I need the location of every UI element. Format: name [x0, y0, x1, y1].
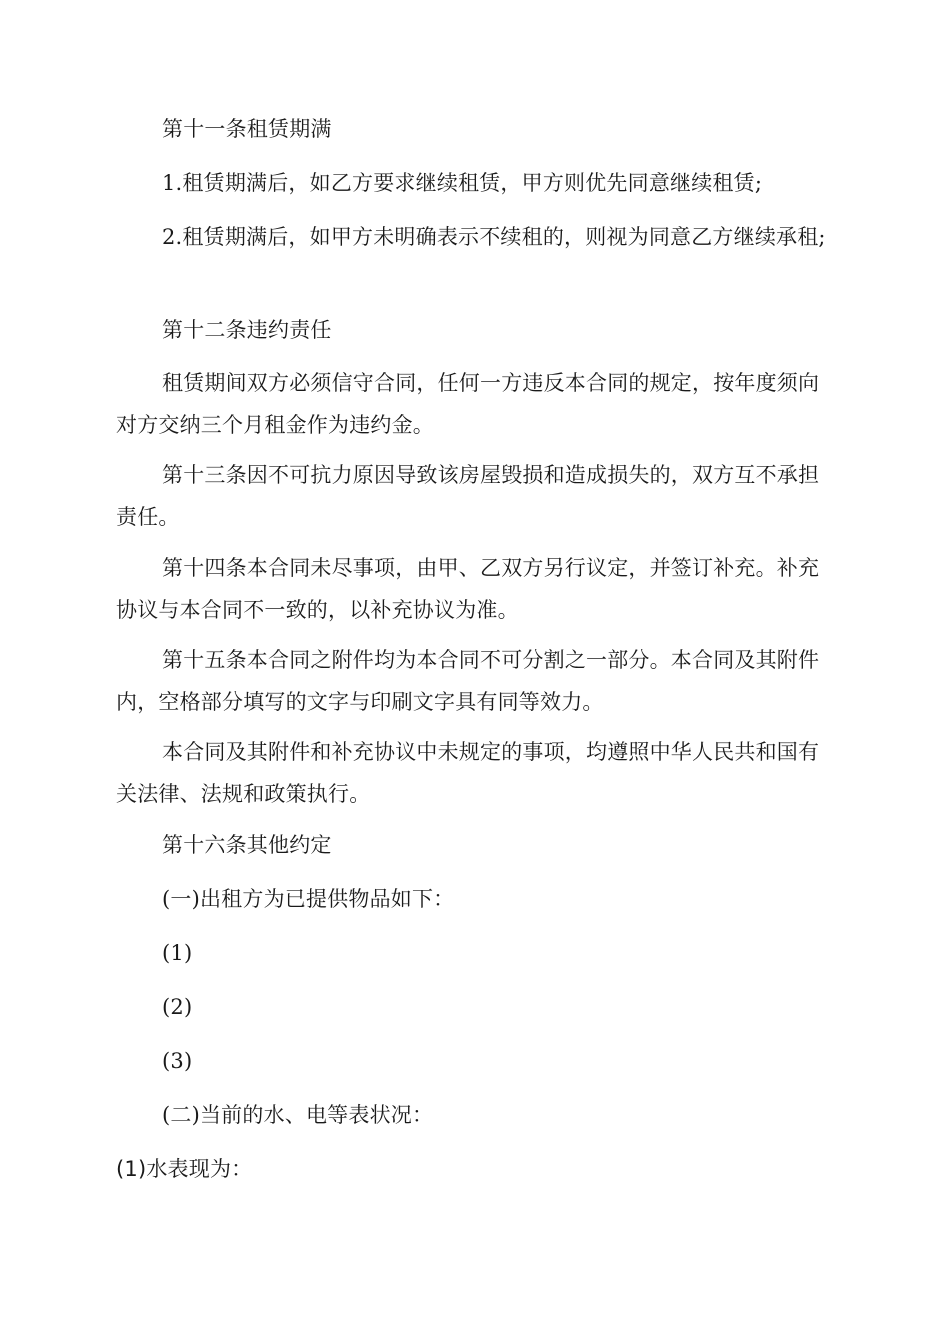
provided-item-3: (3): [162, 1049, 193, 1073]
article-11-clause-1: 1.租赁期满后，如乙方要求继续租赁，甲方则优先同意继续租赁;: [162, 171, 763, 195]
article-11-heading: 第十一条租赁期满: [162, 117, 332, 141]
article-13-body: 第十三条因不可抗力原因导致该房屋毁损和造成损失的，双方互不承担责任。: [116, 463, 820, 529]
water-meter-line: (1)水表现为：: [116, 1157, 253, 1181]
provided-items-heading: (一)出租方为已提供物品如下：: [162, 887, 455, 911]
article-16-heading: 第十六条其他约定: [162, 833, 332, 857]
article-14-body: 第十四条本合同未尽事项，由甲、乙双方另行议定，并签订补充。补充协议与本合同不一致的，以补充协议为准。: [116, 556, 820, 622]
article-11-clause-2: 2.租赁期满后，如甲方未明确表示不续租的，则视为同意乙方继续承租;: [162, 225, 826, 249]
applicable-law-paragraph: 本合同及其附件和补充协议中未规定的事项，均遵照中华人民共和国有关法律、法规和政策执行。: [116, 740, 820, 806]
article-15-body: 第十五条本合同之附件均为本合同不可分割之一部分。本合同及其附件内，空格部分填写的文字与印刷文字具有同等效力。: [116, 648, 820, 714]
meter-status-heading: (二)当前的水、电等表状况：: [162, 1103, 434, 1127]
article-12-heading: 第十二条违约责任: [162, 318, 332, 342]
article-12-body: 租赁期间双方必须信守合同，任何一方违反本合同的规定，按年度须向对方交纳三个月租金作为违约金。: [116, 371, 820, 437]
provided-item-2: (2): [162, 995, 193, 1019]
provided-item-1: (1): [162, 941, 193, 965]
